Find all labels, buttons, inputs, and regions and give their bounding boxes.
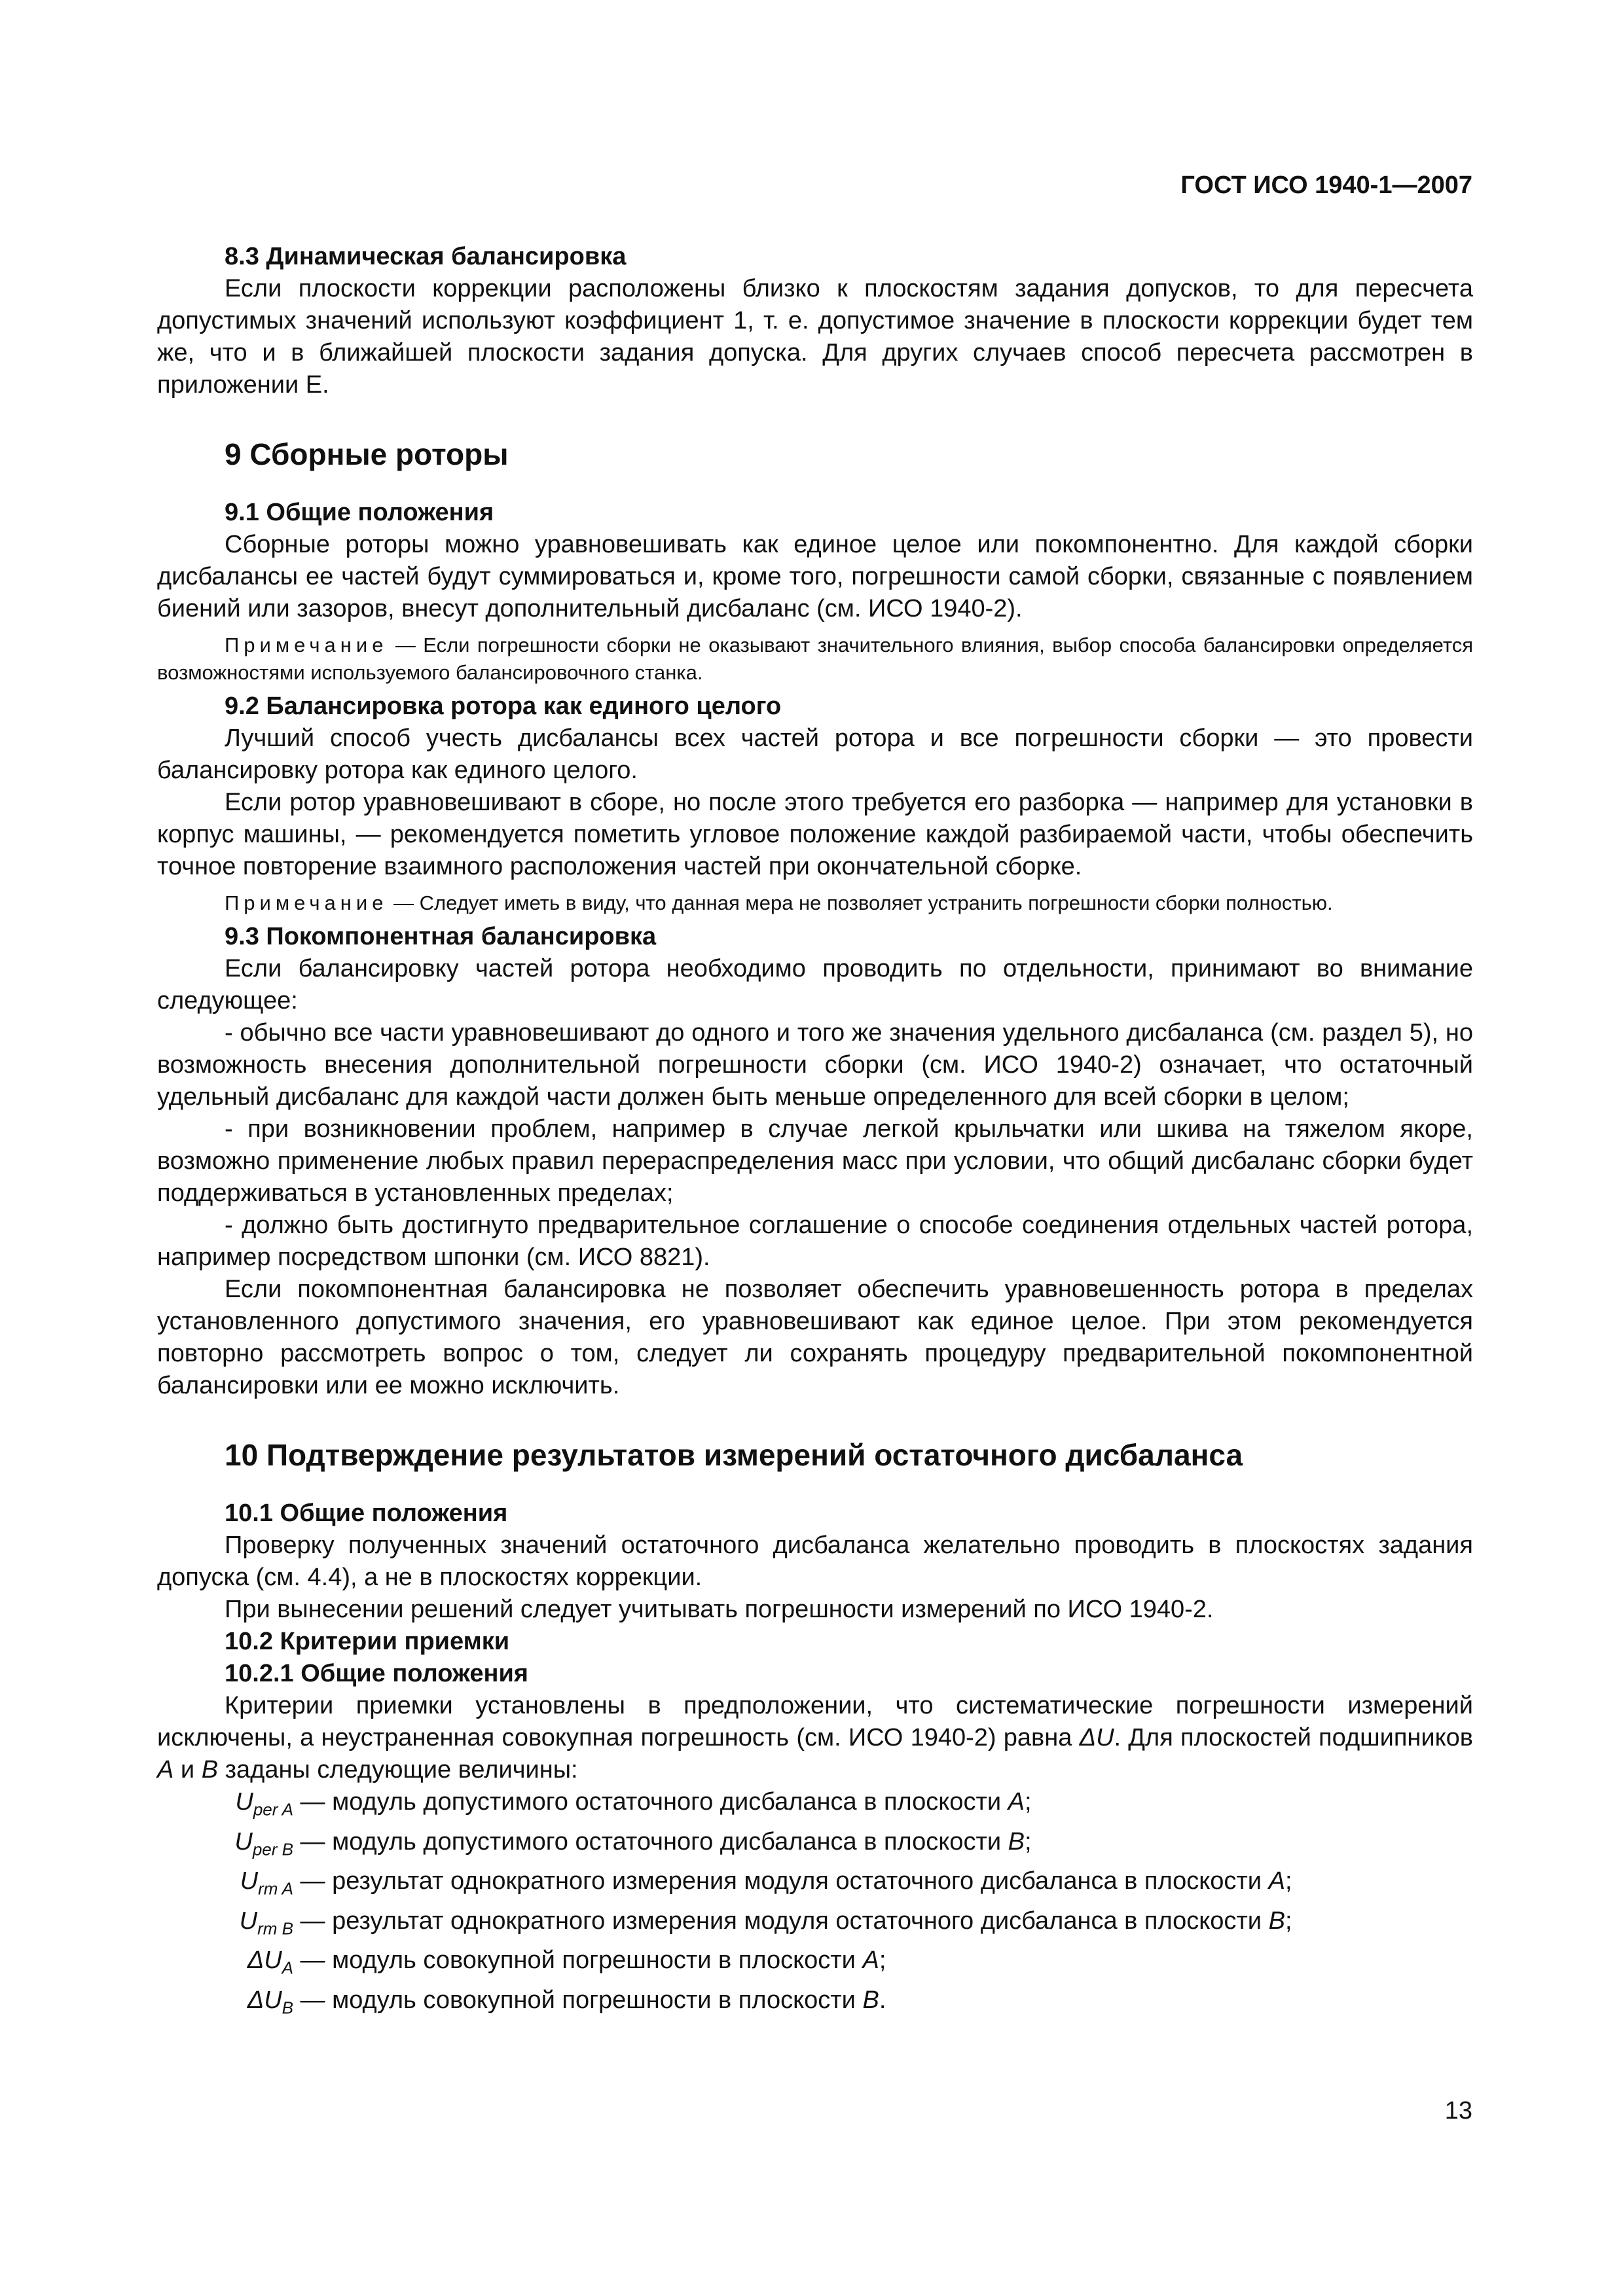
page-body [157,241,1473,2024]
definition-text: — модуль допустимого остаточного дисбаланса в плоскости [293,1827,1008,1856]
definition-text: — результат однократного измерения модуля остаточного дисбаланса в плоскости [293,1867,1269,1895]
definition-text: — модуль совокупной погрешности в плоскости [293,1946,863,1975]
section-10-1-title: 10.1 Общие положения [225,1499,508,1527]
plane-b-symbol: B [201,1756,219,1784]
definition-text: — модуль совокупной погрешности в плоскости [293,1986,863,2014]
section-9-2-paragraph-1: Лучший способ учесть дисбалансы всех частей ротора и все погрешности сборки — это провести балансировку ротора как единого целого. [157,725,1473,784]
section-9-3-bullet-3: - должно быть достигнуто предварительное соглашение о способе соединения отдельных частей ротора, например посредством шпонки (см. ИСО 8821). [157,1211,1473,1271]
plane-a-symbol: A [157,1756,174,1784]
section-9-2-paragraph-2: Если ротор уравновешивают в сборе, но после этого требуется его разборка — например для установки в корпус машины, — рекомендуется пометить угловое положение каждой разбираемой части, чтобы обеспечить точное повторение взаимного расположения частей при окончательной сборке. [157,789,1473,880]
paragraph-text: заданы следующие величины: [218,1756,578,1784]
symbol: $U_{per B}$ [234,1827,293,1859]
section-9-1-title: 9.1 Общие положения [225,499,494,526]
symbol: $U_{rm A}$ [240,1867,293,1899]
note-text: — Если погрешности сборки не оказывают значительного влияния, выбор способа балансировки определяется возможностями используемого балансировочного станка. [157,634,1473,684]
section-9-2-title: 9.2 Балансировка ротора как единого целого [225,692,782,720]
symbol: $U_{per A}$ [235,1788,293,1820]
plane-symbol: A [1268,1867,1285,1895]
section-9-3-paragraph-1: Если балансировку частей ротора необходимо проводить по отдельности, принимают во внимание следующее: [157,955,1473,1014]
definition-item: $\Delta U_A$ — модуль совокупной погрешности в плоскости A; [157,1945,1473,1984]
definition-item: $U_{rm B}$ — результат однократного измерения модуля остаточного дисбаланса в плоскости B; [157,1905,1473,1945]
section-9-3-paragraph-2: Если покомпонентная балансировка не позволяет обеспечить уравновешенность ротора в пределах установленного допустимого значения, его уравновешивают как единое целое. При этом рекомендуется повторно рассмотреть вопрос о том, следует ли сохранять процедуру предварительной покомпонентной балансировки или ее можно исключить. [157,1276,1473,1399]
section-9-2-note [157,889,1473,917]
section-9-3-title: 9.3 Покомпонентная балансировка [225,923,657,950]
symbol: $\Delta U_B$ [247,1986,293,2018]
document-code-header: ГОСТ ИСО 1940-1—2007 [1180,171,1472,199]
section-9-1-note [157,632,1473,687]
note-label: Примечание [225,891,388,914]
paragraph-text: . Для плоскостей подшипников [1114,1724,1473,1751]
paragraph-text: Критерии приемки установлены в предположении, что систематические погрешности измерений исключены, а неустраненная совокупная погрешность (см. ИСО 1940-2) равна [157,1692,1473,1751]
definition-item: $U_{rm A}$ — результат однократного измерения модуля остаточного дисбаланса в плоскости A; [157,1865,1473,1905]
section-9-3-bullet-1: - обычно все части уравновешивают до одного и того же значения удельного дисбаланса (см. раздел 5), но возможность внесения дополнительной погрешности сборки (см. ИСО 1940-2) означает, что остаточный удельный дисбаланс для каждой части должен быть меньше определенного для всей сборки в целом; [157,1019,1473,1111]
symbol: $\Delta U_A$ [247,1946,293,1978]
definition-text: — результат однократного измерения модуля остаточного дисбаланса в плоскости [293,1907,1269,1935]
section-8-3-title: 8.3 Динамическая балансировка [225,243,627,270]
section-10-2-1-title: 10.2.1 Общие положения [225,1660,528,1687]
section-10-1-paragraph-1: Проверку полученных значений остаточного дисбаланса желательно проводить в плоскостях задания допуска (см. 4.4), а не в плоскостях коррекции. [157,1532,1473,1591]
section-10-1-paragraph-2: При вынесении решений следует учитывать погрешности измерений по ИСО 1940-2. [225,1596,1214,1623]
section-8-3-paragraph: Если плоскости коррекции расположены близко к плоскостям задания допусков, то для пересчета допустимых значений используют коэффициент 1, т. е. допустимое значение в плоскости коррекции будет тем же, что и в ближайшей плоскости задания допуска. Для других случаев способ пересчета рассмотрен в приложении Е. [157,275,1473,399]
definition-item: $\Delta U_B$ — модуль совокупной погрешности в плоскости B. [157,1984,1473,2024]
paragraph-text: и [173,1756,202,1784]
plane-symbol: B [1268,1907,1285,1935]
section-10-2-1-paragraph [157,1690,1473,1786]
section-9-title: 9 Сборные роторы [225,437,509,471]
definition-item: $U_{per A}$ — модуль допустимого остаточного дисбаланса в плоскости A; [157,1786,1473,1826]
section-10-title: 10 Подтверждение результатов измерений остаточного дисбаланса [225,1438,1243,1472]
symbol-definitions-list [157,1786,1473,2024]
page-number: 13 [1444,2097,1472,2125]
definition-text: — модуль допустимого остаточного дисбаланса в плоскости [293,1788,1008,1816]
note-text: — Следует иметь в виду, что данная мера не позволяет устранить погрешности сборки полностью. [388,891,1333,914]
symbol: $U_{rm B}$ [239,1907,293,1939]
plane-symbol: A [1008,1788,1025,1816]
plane-symbol: A [862,1946,879,1975]
definition-item: $U_{per B}$ — модуль допустимого остаточного дисбаланса в плоскости B; [157,1826,1473,1866]
plane-symbol: B [862,1986,879,2014]
section-9-1-paragraph: Сборные роторы можно уравновешивать как единое целое или покомпонентно. Для каждой сборки дисбалансы ее частей будут суммироваться и, кроме того, погрешности самой сборки, связанные с появлением биений или зазоров, внесут дополнительный дисбаланс (см. ИСО 1940-2). [157,531,1473,622]
section-10-2-title: 10.2 Критерии приемки [225,1628,510,1655]
delta-u-symbol: ΔU [1079,1724,1114,1751]
plane-symbol: B [1008,1827,1025,1856]
section-9-3-bullet-2: - при возникновении проблем, например в случае легкой крыльчатки или шкива на тяжелом якоре, возможно применение любых правил перераспределения масс при условии, что общий дисбаланс сборки будет поддерживаться в установленных пределах; [157,1115,1473,1207]
note-label: Примечание [225,634,388,656]
